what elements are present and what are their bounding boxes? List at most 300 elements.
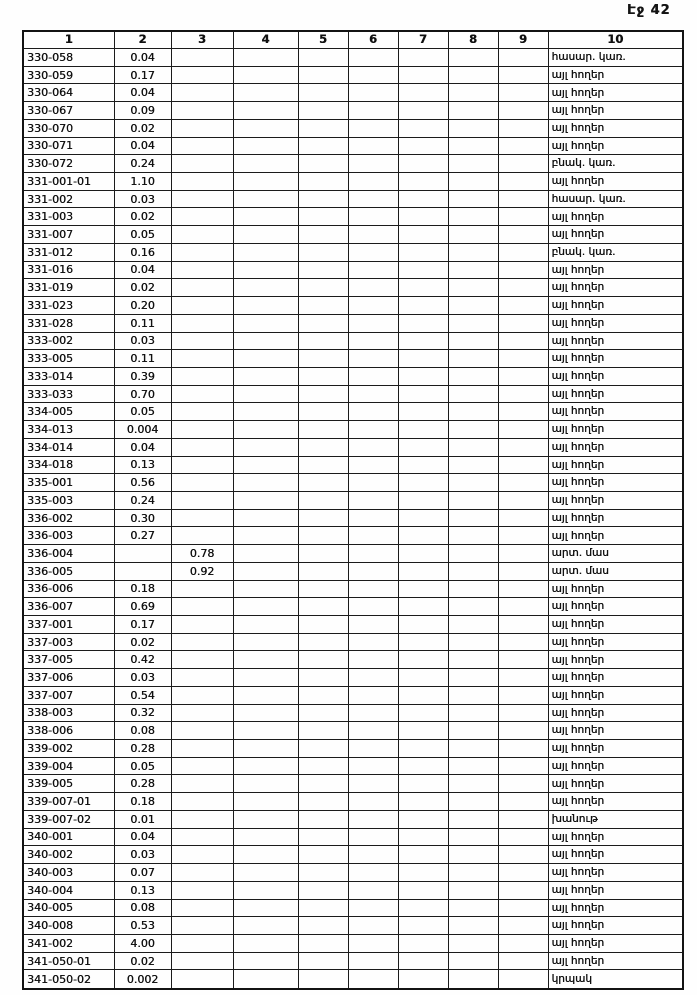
cell-land-use: այլ հողեր — [548, 616, 683, 634]
cell-area-value — [233, 616, 298, 634]
cell-land-use: այլ հողեր — [548, 438, 683, 456]
cell-area-value — [398, 137, 448, 155]
column-header-2: 2 — [114, 31, 171, 49]
cell-area-value — [298, 562, 348, 580]
cell-area-value — [298, 137, 348, 155]
cell-land-use: այլ հողեր — [548, 509, 683, 527]
cell-area-value — [348, 367, 398, 385]
table-row — [23, 846, 683, 864]
table-row — [23, 633, 683, 651]
cell-area-value — [233, 243, 298, 261]
cell-area-value — [171, 793, 233, 811]
cell-area-value — [233, 598, 298, 616]
cell-area-value — [298, 527, 348, 545]
cell-area-value: 0.13 — [114, 456, 171, 474]
cell-land-use: այլ հողեր — [548, 633, 683, 651]
cell-parcel-code: 339-004 — [23, 757, 114, 775]
cell-area-value — [498, 49, 548, 67]
cell-area-value — [398, 474, 448, 492]
cell-land-use: այլ հողեր — [548, 899, 683, 917]
cell-area-value — [298, 456, 348, 474]
cell-area-value — [398, 66, 448, 84]
cell-area-value — [298, 509, 348, 527]
cell-area-value — [498, 545, 548, 563]
table-row — [23, 297, 683, 315]
cell-land-use: այլ հողեր — [548, 828, 683, 846]
cell-area-value — [498, 580, 548, 598]
cell-land-use: այլ հողեր — [548, 474, 683, 492]
cell-area-value — [298, 314, 348, 332]
cell-area-value — [448, 545, 498, 563]
cell-area-value — [498, 297, 548, 315]
cell-parcel-code: 331-007 — [23, 226, 114, 244]
cell-area-value — [498, 137, 548, 155]
cell-area-value — [398, 775, 448, 793]
cell-area-value — [171, 509, 233, 527]
cell-area-value — [233, 297, 298, 315]
cell-area-value — [448, 598, 498, 616]
cell-area-value — [171, 952, 233, 970]
cell-area-value — [298, 208, 348, 226]
cell-area-value — [171, 456, 233, 474]
table-row — [23, 155, 683, 173]
cell-land-use: այլ հողեր — [548, 775, 683, 793]
cell-area-value — [298, 385, 348, 403]
cell-area-value — [171, 84, 233, 102]
cell-area-value — [233, 173, 298, 191]
cell-area-value — [348, 633, 398, 651]
cell-area-value: 0.03 — [114, 846, 171, 864]
cell-land-use: այլ հողեր — [548, 314, 683, 332]
cell-area-value — [448, 403, 498, 421]
cell-parcel-code: 339-005 — [23, 775, 114, 793]
cell-area-value — [498, 651, 548, 669]
cell-area-value — [233, 562, 298, 580]
cell-parcel-code: 330-071 — [23, 137, 114, 155]
cell-area-value — [298, 403, 348, 421]
cell-area-value — [498, 686, 548, 704]
cell-area-value — [398, 633, 448, 651]
table-row — [23, 810, 683, 828]
cell-area-value — [171, 332, 233, 350]
cell-area-value — [298, 970, 348, 989]
cell-area-value — [448, 828, 498, 846]
cell-area-value — [171, 208, 233, 226]
cell-area-value — [171, 598, 233, 616]
cell-parcel-code: 337-001 — [23, 616, 114, 634]
cell-area-value — [233, 740, 298, 758]
cell-area-value — [448, 350, 498, 368]
cell-area-value — [298, 155, 348, 173]
cell-area-value — [398, 297, 448, 315]
cell-land-use: այլ հողեր — [548, 137, 683, 155]
cell-parcel-code: 331-003 — [23, 208, 114, 226]
cell-area-value: 0.11 — [114, 314, 171, 332]
cell-area-value — [298, 686, 348, 704]
cell-area-value — [298, 226, 348, 244]
cell-area-value — [298, 616, 348, 634]
cell-area-value — [233, 864, 298, 882]
table-row — [23, 651, 683, 669]
cell-area-value: 0.03 — [114, 190, 171, 208]
cell-area-value: 0.04 — [114, 49, 171, 67]
cell-land-use: այլ հողեր — [548, 226, 683, 244]
cell-parcel-code: 333-002 — [23, 332, 114, 350]
table-row — [23, 934, 683, 952]
cell-land-use: այլ հողեր — [548, 421, 683, 439]
cell-land-use: այլ հողեր — [548, 527, 683, 545]
cell-area-value — [233, 367, 298, 385]
cell-area-value — [298, 102, 348, 120]
table-row — [23, 562, 683, 580]
cell-area-value — [348, 757, 398, 775]
cell-area-value — [448, 137, 498, 155]
cell-area-value — [398, 864, 448, 882]
cell-area-value: 0.03 — [114, 669, 171, 687]
cell-area-value — [298, 545, 348, 563]
cell-area-value — [171, 66, 233, 84]
cell-area-value — [171, 527, 233, 545]
cell-parcel-code: 341-002 — [23, 934, 114, 952]
cell-area-value: 0.24 — [114, 491, 171, 509]
cell-area-value — [348, 704, 398, 722]
cell-area-value — [171, 173, 233, 191]
cell-area-value: 0.11 — [114, 350, 171, 368]
cell-area-value — [233, 545, 298, 563]
table-row — [23, 208, 683, 226]
cell-area-value — [498, 633, 548, 651]
table-row — [23, 757, 683, 775]
cell-area-value — [398, 421, 448, 439]
table-row — [23, 385, 683, 403]
column-header-10: 10 — [548, 31, 683, 49]
cell-area-value — [398, 332, 448, 350]
table-row — [23, 917, 683, 935]
cell-area-value — [448, 669, 498, 687]
cell-area-value — [498, 775, 548, 793]
cell-area-value — [448, 686, 498, 704]
cell-area-value — [233, 669, 298, 687]
cell-area-value — [398, 243, 448, 261]
cell-area-value — [348, 509, 398, 527]
cell-area-value — [448, 527, 498, 545]
cell-area-value — [348, 722, 398, 740]
cell-land-use: այլ հողեր — [548, 793, 683, 811]
cell-area-value — [233, 722, 298, 740]
cell-land-use: այլ հողեր — [548, 917, 683, 935]
table-row — [23, 456, 683, 474]
cell-area-value — [498, 102, 548, 120]
table-row — [23, 899, 683, 917]
cell-area-value — [348, 598, 398, 616]
cell-area-value — [498, 740, 548, 758]
cell-area-value — [298, 84, 348, 102]
cell-area-value — [448, 562, 498, 580]
cell-area-value — [171, 190, 233, 208]
cell-area-value — [498, 332, 548, 350]
cell-area-value: 0.004 — [114, 421, 171, 439]
cell-area-value — [398, 226, 448, 244]
cell-parcel-code: 337-007 — [23, 686, 114, 704]
table-row — [23, 686, 683, 704]
cell-area-value — [498, 757, 548, 775]
cell-area-value — [498, 527, 548, 545]
cell-area-value — [348, 84, 398, 102]
cell-area-value — [498, 456, 548, 474]
cell-area-value — [233, 704, 298, 722]
cell-parcel-code: 337-003 — [23, 633, 114, 651]
cell-land-use: այլ հողեր — [548, 84, 683, 102]
cell-area-value — [398, 173, 448, 191]
cell-area-value — [298, 421, 348, 439]
cell-area-value: 0.04 — [114, 84, 171, 102]
cell-parcel-code: 339-007-02 — [23, 810, 114, 828]
cell-land-use: այլ հողեր — [548, 119, 683, 137]
cell-area-value — [448, 119, 498, 137]
cell-area-value — [398, 740, 448, 758]
cell-area-value — [298, 740, 348, 758]
cell-area-value — [233, 208, 298, 226]
cell-area-value — [448, 917, 498, 935]
cell-land-use: այլ հողեր — [548, 686, 683, 704]
table-row — [23, 421, 683, 439]
cell-area-value — [448, 279, 498, 297]
cell-area-value — [233, 793, 298, 811]
cell-area-value — [348, 562, 398, 580]
cell-area-value — [498, 616, 548, 634]
cell-area-value — [171, 633, 233, 651]
cell-area-value — [233, 102, 298, 120]
cell-area-value — [348, 545, 398, 563]
table-row — [23, 474, 683, 492]
cell-area-value — [398, 84, 448, 102]
cell-area-value — [498, 934, 548, 952]
cell-area-value — [348, 793, 398, 811]
cell-area-value — [448, 261, 498, 279]
cell-area-value — [398, 49, 448, 67]
cell-parcel-code: 337-005 — [23, 651, 114, 669]
cell-area-value — [448, 509, 498, 527]
cell-area-value: 0.08 — [114, 899, 171, 917]
cell-area-value — [298, 297, 348, 315]
cell-area-value — [171, 137, 233, 155]
cell-area-value — [348, 775, 398, 793]
cell-parcel-code: 330-072 — [23, 155, 114, 173]
cell-area-value: 0.20 — [114, 297, 171, 315]
cell-parcel-code: 330-058 — [23, 49, 114, 67]
cell-land-use: այլ հողեր — [548, 757, 683, 775]
cell-area-value — [233, 332, 298, 350]
cell-area-value — [348, 810, 398, 828]
cell-land-use: այլ հողեր — [548, 722, 683, 740]
cell-area-value — [398, 704, 448, 722]
cell-area-value — [348, 686, 398, 704]
cell-area-value — [233, 491, 298, 509]
cell-area-value — [448, 49, 498, 67]
cell-area-value — [398, 881, 448, 899]
cell-parcel-code: 335-003 — [23, 491, 114, 509]
cell-area-value — [448, 580, 498, 598]
cell-area-value — [398, 757, 448, 775]
cell-area-value — [298, 651, 348, 669]
cell-area-value — [498, 190, 548, 208]
cell-area-value — [348, 332, 398, 350]
cell-land-use: այլ հողեր — [548, 491, 683, 509]
table-row — [23, 137, 683, 155]
cell-area-value — [398, 438, 448, 456]
cell-land-use: այլ հողեր — [548, 456, 683, 474]
cell-land-use: այլ հողեր — [548, 846, 683, 864]
cell-area-value: 0.42 — [114, 651, 171, 669]
cell-area-value — [498, 917, 548, 935]
cell-area-value — [498, 846, 548, 864]
cell-area-value — [398, 899, 448, 917]
cell-area-value — [233, 934, 298, 952]
cell-area-value — [448, 385, 498, 403]
cell-area-value — [233, 49, 298, 67]
cell-area-value — [498, 119, 548, 137]
cell-area-value — [171, 385, 233, 403]
cell-area-value — [171, 421, 233, 439]
cell-area-value — [348, 173, 398, 191]
cell-land-use: արտ. մաս — [548, 545, 683, 563]
cell-area-value: 0.01 — [114, 810, 171, 828]
cell-area-value — [233, 350, 298, 368]
column-header-4: 4 — [233, 31, 298, 49]
cell-area-value: 0.32 — [114, 704, 171, 722]
cell-parcel-code: 339-002 — [23, 740, 114, 758]
cell-parcel-code: 331-023 — [23, 297, 114, 315]
cell-area-value — [233, 810, 298, 828]
cell-area-value — [233, 775, 298, 793]
cell-area-value — [233, 899, 298, 917]
cell-area-value — [348, 846, 398, 864]
cell-parcel-code: 331-012 — [23, 243, 114, 261]
cell-land-use: այլ հողեր — [548, 279, 683, 297]
cell-area-value — [398, 562, 448, 580]
cell-land-use: այլ հողեր — [548, 598, 683, 616]
cell-area-value — [498, 562, 548, 580]
cell-area-value — [398, 846, 448, 864]
cell-area-value — [298, 438, 348, 456]
cell-area-value — [448, 846, 498, 864]
cell-land-use: հասար. կառ. — [548, 190, 683, 208]
cell-area-value — [298, 261, 348, 279]
cell-area-value — [348, 314, 398, 332]
cell-area-value — [233, 456, 298, 474]
cell-area-value — [171, 686, 233, 704]
table-row — [23, 438, 683, 456]
cell-area-value — [448, 438, 498, 456]
cell-area-value — [448, 297, 498, 315]
cell-area-value — [171, 651, 233, 669]
cell-area-value — [233, 527, 298, 545]
cell-land-use: այլ հողեր — [548, 952, 683, 970]
cell-area-value — [398, 686, 448, 704]
cell-parcel-code: 334-014 — [23, 438, 114, 456]
cell-area-value — [398, 598, 448, 616]
cell-area-value — [114, 545, 171, 563]
cell-area-value — [448, 102, 498, 120]
cell-area-value — [298, 881, 348, 899]
cell-area-value — [233, 119, 298, 137]
cell-area-value — [171, 474, 233, 492]
cell-area-value — [448, 491, 498, 509]
cell-area-value — [448, 704, 498, 722]
cell-area-value — [348, 102, 398, 120]
cell-area-value — [398, 669, 448, 687]
cell-area-value: 0.03 — [114, 332, 171, 350]
cell-area-value — [348, 243, 398, 261]
cell-area-value — [498, 261, 548, 279]
cell-parcel-code: 337-006 — [23, 669, 114, 687]
cell-area-value — [398, 456, 448, 474]
cell-area-value — [348, 669, 398, 687]
table-row — [23, 527, 683, 545]
cell-parcel-code: 339-007-01 — [23, 793, 114, 811]
cell-area-value — [448, 810, 498, 828]
cell-area-value — [298, 846, 348, 864]
cell-area-value — [398, 509, 448, 527]
cell-area-value — [298, 119, 348, 137]
cell-area-value — [298, 864, 348, 882]
cell-area-value — [498, 385, 548, 403]
cell-area-value — [398, 793, 448, 811]
cell-parcel-code: 336-007 — [23, 598, 114, 616]
cell-area-value: 0.07 — [114, 864, 171, 882]
cell-area-value — [448, 633, 498, 651]
table-row — [23, 491, 683, 509]
cell-area-value — [348, 438, 398, 456]
table-row — [23, 545, 683, 563]
cell-area-value — [233, 970, 298, 989]
table-row — [23, 332, 683, 350]
cell-area-value — [298, 474, 348, 492]
cell-area-value — [498, 793, 548, 811]
cell-area-value — [348, 970, 398, 989]
cell-parcel-code: 334-005 — [23, 403, 114, 421]
cell-area-value — [398, 350, 448, 368]
cell-area-value: 0.56 — [114, 474, 171, 492]
cell-area-value — [233, 881, 298, 899]
cell-area-value: 0.69 — [114, 598, 171, 616]
cell-area-value — [171, 261, 233, 279]
cell-area-value — [448, 793, 498, 811]
cell-area-value — [348, 190, 398, 208]
cell-land-use: այլ հողեր — [548, 297, 683, 315]
cell-area-value — [348, 616, 398, 634]
table-row — [23, 881, 683, 899]
cell-area-value — [398, 952, 448, 970]
table-row — [23, 580, 683, 598]
cell-area-value — [348, 952, 398, 970]
cell-area-value — [171, 669, 233, 687]
cell-area-value: 0.27 — [114, 527, 171, 545]
cell-area-value — [171, 616, 233, 634]
cell-area-value — [233, 474, 298, 492]
cell-area-value — [448, 952, 498, 970]
cell-area-value — [398, 545, 448, 563]
cell-area-value — [498, 864, 548, 882]
cell-area-value: 0.05 — [114, 226, 171, 244]
cell-area-value — [171, 881, 233, 899]
cell-area-value: 0.02 — [114, 952, 171, 970]
page-number: Էջ 42 — [627, 3, 671, 18]
cell-parcel-code: 331-002 — [23, 190, 114, 208]
table-row — [23, 864, 683, 882]
cell-area-value — [348, 261, 398, 279]
cell-area-value — [498, 421, 548, 439]
